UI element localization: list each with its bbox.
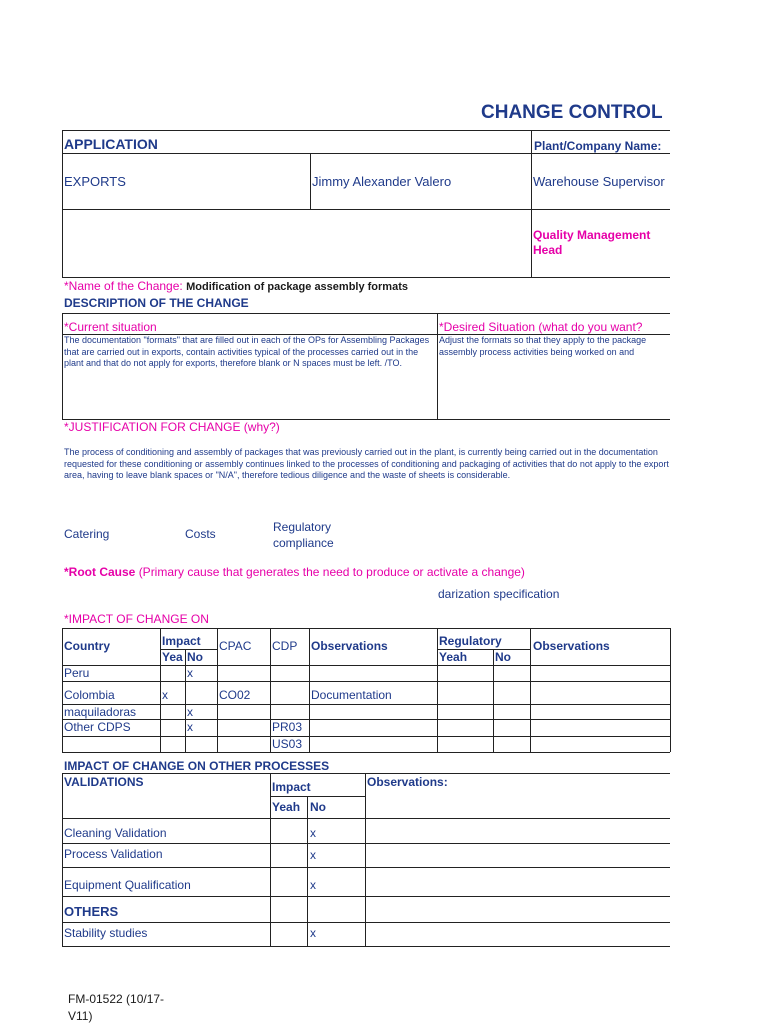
list-item-no: x: [310, 878, 316, 892]
root-cause-label: *Root Cause: [64, 565, 136, 579]
col-impact-no: No: [187, 650, 203, 664]
col-observations-2: Observations: [533, 639, 610, 653]
op-col-observations: Observations:: [367, 775, 448, 789]
col-regulatory-yeah: Yeah: [439, 650, 468, 664]
table-row-country: Colombia: [64, 688, 115, 702]
list-item: Stability studies: [64, 926, 148, 940]
list-item: Cleaning Validation: [64, 826, 167, 840]
col-observations: Observations: [311, 639, 388, 653]
others-label: OTHERS: [64, 904, 119, 919]
table-row-cdp: PR03: [272, 720, 303, 734]
op-col-yeah: Yeah: [272, 800, 301, 814]
table-row-no: x: [187, 720, 193, 734]
list-item-no: x: [310, 826, 316, 840]
table-row-cpac: CO02: [219, 688, 251, 702]
plant-company-label: Plant/Company Name:: [534, 139, 662, 153]
current-situation-text: The documentation "formats" that are filled out in each of the OPs for Assembling Packages that are carried out in exports, contain activities typical of the processes carried out in the plant and that do not apply for exports, therefore blank or N spaces must be left. /TO.: [64, 335, 430, 368]
col-cpac: CPAC: [219, 639, 252, 653]
justification-label: *JUSTIFICATION FOR CHANGE (why?): [64, 420, 280, 434]
col-regulatory-no: No: [495, 650, 511, 664]
root-cause-description: (Primary cause that generates the need to produce or activate a change): [138, 565, 525, 579]
table-row-country: Other CDPS: [64, 720, 131, 734]
list-item-no: x: [310, 926, 316, 940]
requester-role: Warehouse Supervisor: [533, 174, 665, 189]
list-item: Equipment Qualification: [64, 878, 191, 892]
table-row-no: x: [187, 705, 193, 719]
category-costs: Costs: [185, 527, 216, 541]
col-regulatory: Regulatory: [439, 634, 502, 648]
table-row-no: x: [187, 666, 193, 680]
col-impact: Impact: [162, 634, 201, 648]
col-impact-yea: Yea: [162, 650, 183, 664]
table-row-cdp: US03: [272, 737, 303, 751]
op-col-impact: Impact: [272, 780, 311, 794]
name-of-change-label: *Name of the Change:: [64, 279, 183, 293]
col-country: Country: [64, 639, 110, 653]
col-cdp: CDP: [272, 639, 298, 653]
name-of-change-value: Modification of package assembly formats: [186, 281, 408, 293]
table-row-observations: Documentation: [311, 688, 392, 702]
list-item-no: x: [310, 848, 316, 862]
requester-name: Jimmy Alexander Valero: [312, 174, 452, 189]
table-row-yea: x: [162, 688, 168, 702]
table-row-country: maquiladoras: [64, 705, 137, 719]
application-label: APPLICATION: [64, 136, 158, 152]
root-cause-value: darization specification: [438, 587, 560, 601]
justification-text: The process of conditioning and assembly of packages that was previously carried out in the plant, is currently being carried out in the documentation requested for these conditioning or assembly continues linked to the processes of conditioning and packaging of activities that do not apply to the export area, having to leave blank spaces or "N/A", therefore tedious diligence and the waste of sheets is considerable.: [64, 447, 669, 480]
application-area: EXPORTS: [64, 174, 126, 189]
category-catering: Catering: [64, 527, 110, 541]
category-regulatory: Regulatory compliance: [273, 520, 334, 550]
desired-situation-label: *Desired Situation: [439, 320, 536, 334]
table-row-country: Peru: [64, 666, 90, 680]
desired-situation-text: Adjust the formats so that they apply to the package assembly process activities being worked on and: [439, 335, 647, 357]
op-col-no: No: [310, 800, 326, 814]
approver-role: Quality Management Head: [533, 228, 651, 257]
impact-heading: *IMPACT OF CHANGE ON: [64, 612, 209, 626]
desired-situation-suffix: (what do you want?: [538, 320, 643, 334]
validations-label: VALIDATIONS: [64, 775, 144, 789]
form-version: V11): [68, 1009, 93, 1023]
description-heading: DESCRIPTION OF THE CHANGE: [64, 296, 249, 310]
other-processes-heading: IMPACT OF CHANGE ON OTHER PROCESSES: [64, 759, 330, 773]
list-item: Process Validation: [64, 847, 163, 861]
form-code: FM-01522 (10/17-: [68, 992, 165, 1006]
page-title: CHANGE CONTROL: [481, 102, 663, 123]
current-situation-label: *Current situation: [64, 320, 157, 334]
